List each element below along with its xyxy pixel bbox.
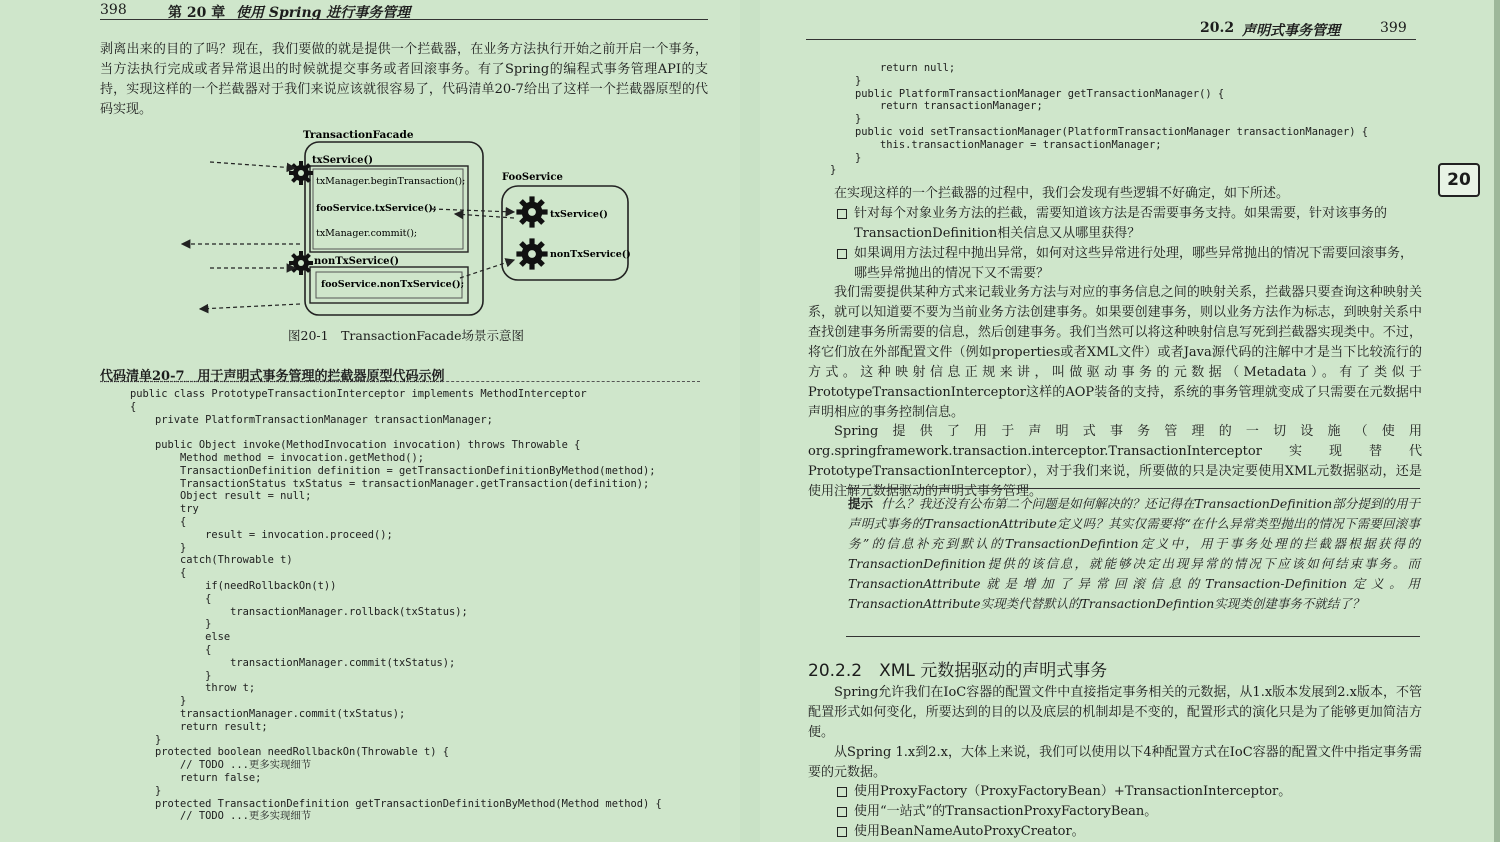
code-line: { bbox=[130, 643, 212, 656]
section-header: 声明式事务管理 bbox=[1242, 23, 1340, 39]
code-line: } bbox=[830, 74, 862, 87]
facade-title: TransactionFacade bbox=[303, 129, 414, 141]
interceptor-gear-icon bbox=[289, 251, 313, 275]
list-item: 使用“一站式”的TransactionProxyFactoryBean。 bbox=[834, 802, 1424, 822]
code-line: } bbox=[130, 669, 212, 682]
section-number: 20.2 bbox=[1200, 20, 1235, 36]
code-line: } bbox=[130, 541, 187, 554]
tx-service-label: txService() bbox=[312, 155, 373, 166]
code-line: protected boolean needRollbackOn(Throwable t) { bbox=[130, 746, 450, 759]
chapter-badge: 20 bbox=[1438, 163, 1480, 197]
code-line: catch(Throwable t) bbox=[130, 554, 293, 567]
service-gear-icon bbox=[516, 196, 547, 227]
code-listing-continued bbox=[830, 62, 1368, 177]
code-line: public PlatformTransactionManager getTransactionManager() { bbox=[830, 87, 1225, 100]
code-line: // TODO ...更多实现细节 bbox=[130, 810, 312, 823]
lead-sentence: 在实现这样的一个拦截器的过程中，我们会发现有些逻辑不好确定，如下所述。 bbox=[834, 186, 1290, 201]
checkbox-icon bbox=[837, 807, 847, 817]
foo-tx-call-text: fooService.txService(); bbox=[316, 203, 437, 214]
intro-paragraph: 剥离出来的目的了吗？现在，我们要做的就是提供一个拦截器，在业务方法执行开始之前开启一个事务，当方法执行完成或者异常退出的时候就提交事务或者回滚事务。有了Spring的编程式事务管理API的支持，实现这样的一个拦截器对于我们来说应该就很容易了，代码清单20-7给出了这样一个拦截器原型的代码实现。 bbox=[100, 42, 708, 117]
code-line: return false; bbox=[130, 771, 262, 784]
bullet-list-issues bbox=[834, 204, 1424, 284]
code-line: { bbox=[130, 400, 137, 413]
section-title: 20.2.2 XML 元数据驱动的声明式事务 bbox=[808, 661, 1108, 681]
tip-label: 提示 bbox=[848, 496, 874, 511]
code-line: try bbox=[130, 503, 199, 516]
checkbox-icon bbox=[837, 787, 847, 797]
paragraph-metadata: Spring允许我们在IoC容器的配置文件中直接指定事务相关的元数据，从1.x版本发展到2.x版本，不管配置形式如何变化，所要达到的目的以及底层的机制却是不变的，配置形式的演化只是为了能够更加简洁方便。 bbox=[808, 685, 1422, 740]
chapter-label: 第 20 章 bbox=[168, 5, 226, 21]
code-line: public class PrototypeTransactionInterceptor implements MethodInterceptor bbox=[130, 388, 587, 400]
foo-service-title: FooService bbox=[502, 172, 563, 183]
listing-title: 代码清单20-7 用于声明式事务管理的拦截器原型代码示例 bbox=[100, 369, 445, 384]
code-line: { bbox=[130, 592, 212, 605]
code-line bbox=[130, 426, 662, 439]
header-rule bbox=[100, 19, 708, 20]
code-line: public void setTransactionManager(PlatformTransactionManager transactionManager) { bbox=[830, 125, 1368, 138]
svc-tx-service-text: txService() bbox=[550, 209, 608, 220]
code-line: { bbox=[130, 567, 187, 580]
code-line: private PlatformTransactionManager transactionManager; bbox=[130, 413, 493, 426]
interceptor-gear-icon bbox=[289, 161, 313, 185]
foo-non-tx-call-text: fooService.nonTxService(); bbox=[321, 279, 465, 290]
code-line: Method method = invocation.getMethod(); bbox=[130, 451, 425, 464]
code-line: } bbox=[830, 113, 862, 126]
code-line: protected TransactionDefinition getTransactionDefinitionByMethod(Method method) { bbox=[130, 797, 662, 810]
code-line: throw t; bbox=[130, 682, 256, 695]
checkbox-icon bbox=[837, 827, 847, 837]
paragraph-mapping: 我们需要提供某种方式来记载业务方法与对应的事务信息之间的映射关系，拦截器只要查询这种映射关系，就可以知道要不要为当前业务方法创建事务。如果要创建事务，则以业务方法作为标志，到映射关系中查找创建事务所需要的信息，然后创建事务。我们当然可以将这种映射信息写死到拦截器实现类中。不过，将它们放在外部配置文件（例如properties或者XML文件）或者Java源代码的注解中才是当下比较流行的方式。这种映射信息正规来讲，叫做驱动事务的元数据（Metadata）。有了类似于PrototypeTransactionInterceptor这样的AOP装备的支持，系统的事务管理就变成了只需要在元数据中声明相应的事务控制信息。 bbox=[808, 285, 1422, 420]
checkbox-icon bbox=[837, 209, 847, 219]
non-tx-service-label: nonTxService() bbox=[314, 256, 399, 267]
left-page-number: 398 bbox=[100, 2, 127, 18]
code-line: } bbox=[130, 784, 162, 797]
code-line: public Object invoke(MethodInvocation invocation) throws Throwable { bbox=[130, 439, 581, 452]
page-edge bbox=[1494, 0, 1500, 842]
code-line: // TODO ...更多实现细节 bbox=[130, 759, 312, 772]
code-line: result = invocation.proceed(); bbox=[130, 528, 393, 541]
figure-caption: 图20-1 TransactionFacade场景示意图 bbox=[288, 328, 524, 343]
code-line: if(needRollbackOn(t)) bbox=[130, 579, 337, 592]
code-line: transactionManager.commit(txStatus); bbox=[130, 707, 406, 720]
right-page-number: 399 bbox=[1380, 20, 1407, 36]
code-line: Object result = null; bbox=[130, 490, 312, 503]
right-page bbox=[760, 0, 1500, 842]
list-item: 使用BeanNameAutoProxyCreator。 bbox=[834, 822, 1424, 842]
code-line: TransactionStatus txStatus = transactionManager.getTransaction(definition); bbox=[130, 477, 650, 490]
left-page bbox=[0, 0, 740, 842]
service-gear-icon bbox=[516, 238, 547, 269]
paragraph-spring-facilities: Spring提供了用于声明式事务管理的一切设施（使用org.springframework.transaction.interceptor.TransactionInterceptor实现替代PrototypeTransactionInterceptor），对于我们来说，所要做的只是决定要使用XML元数据驱动，还是使用注解元数据驱动的声明式事务管理。 bbox=[808, 424, 1422, 499]
code-line: { bbox=[130, 515, 187, 528]
code-listing bbox=[130, 388, 662, 823]
list-item: 针对每个对象业务方法的拦截，需要知道该方法是否需要事务支持。如果需要，针对该事务的TransactionDefinition相关信息又从哪里获得？ bbox=[834, 204, 1424, 244]
code-line: } bbox=[830, 164, 837, 177]
code-line: } bbox=[830, 151, 862, 164]
paragraph-config-methods: 从Spring 1.x到2.x，大体上来说，我们可以使用以下4种配置方式在IoC容器的配置文件中指定事务需要的元数据。 bbox=[808, 745, 1422, 780]
checkbox-icon bbox=[837, 249, 847, 259]
code-line: return transactionManager; bbox=[830, 100, 1043, 113]
code-line: transactionManager.commit(txStatus); bbox=[130, 656, 456, 669]
code-line: return result; bbox=[130, 720, 268, 733]
code-line: else bbox=[130, 631, 231, 644]
list-item: 使用ProxyFactory（ProxyFactoryBean）+TransactionInterceptor。 bbox=[834, 782, 1424, 802]
svc-non-tx-service-text: nonTxService() bbox=[550, 249, 631, 260]
code-line: return null; bbox=[830, 62, 956, 74]
foo-service-box bbox=[502, 186, 628, 280]
begin-transaction-text: txManager.beginTransaction(); bbox=[316, 176, 466, 187]
code-line: transactionManager.rollback(txStatus); bbox=[130, 605, 468, 618]
code-line: TransactionDefinition definition = getTransactionDefinitionByMethod(method); bbox=[130, 464, 656, 477]
code-line: } bbox=[130, 618, 212, 631]
tip-note: 提示 什么？我还没有公布第二个问题是如何解决的？还记得在TransactionDefinition部分提到的用于声明式事务的TransactionAttribute定义吗？其实仅需要将“在什么异常类型抛出的情况下需要回滚事务”的信息补充到默认的TransactionDefintion定义中，用于事务处理的拦截器根据获得的TransactionDefinition提供的该信息，就能够决定出现异常的情况下应该如何结束事务。而TransactionAttribute就是增加了异常回滚信息的Transaction-Definition定义。用TransactionAttribute实现类代替默认的TransactionDefintion实现类创建事务不就结了？ bbox=[848, 496, 1420, 611]
commit-text: txManager.commit(); bbox=[316, 228, 418, 239]
bullet-list-config bbox=[834, 782, 1424, 842]
chapter-title: 使用 Spring 进行事务管理 bbox=[236, 5, 411, 21]
code-line: } bbox=[130, 695, 187, 708]
code-line: } bbox=[130, 733, 162, 746]
code-line: this.transactionManager = transactionManager; bbox=[830, 138, 1162, 151]
list-item: 如果调用方法过程中抛出异常，如何对这些异常进行处理，哪些异常抛出的情况下需要回滚事务，哪些异常抛出的情况下又不需要？ bbox=[834, 244, 1424, 284]
transaction-facade-diagram bbox=[170, 122, 640, 327]
